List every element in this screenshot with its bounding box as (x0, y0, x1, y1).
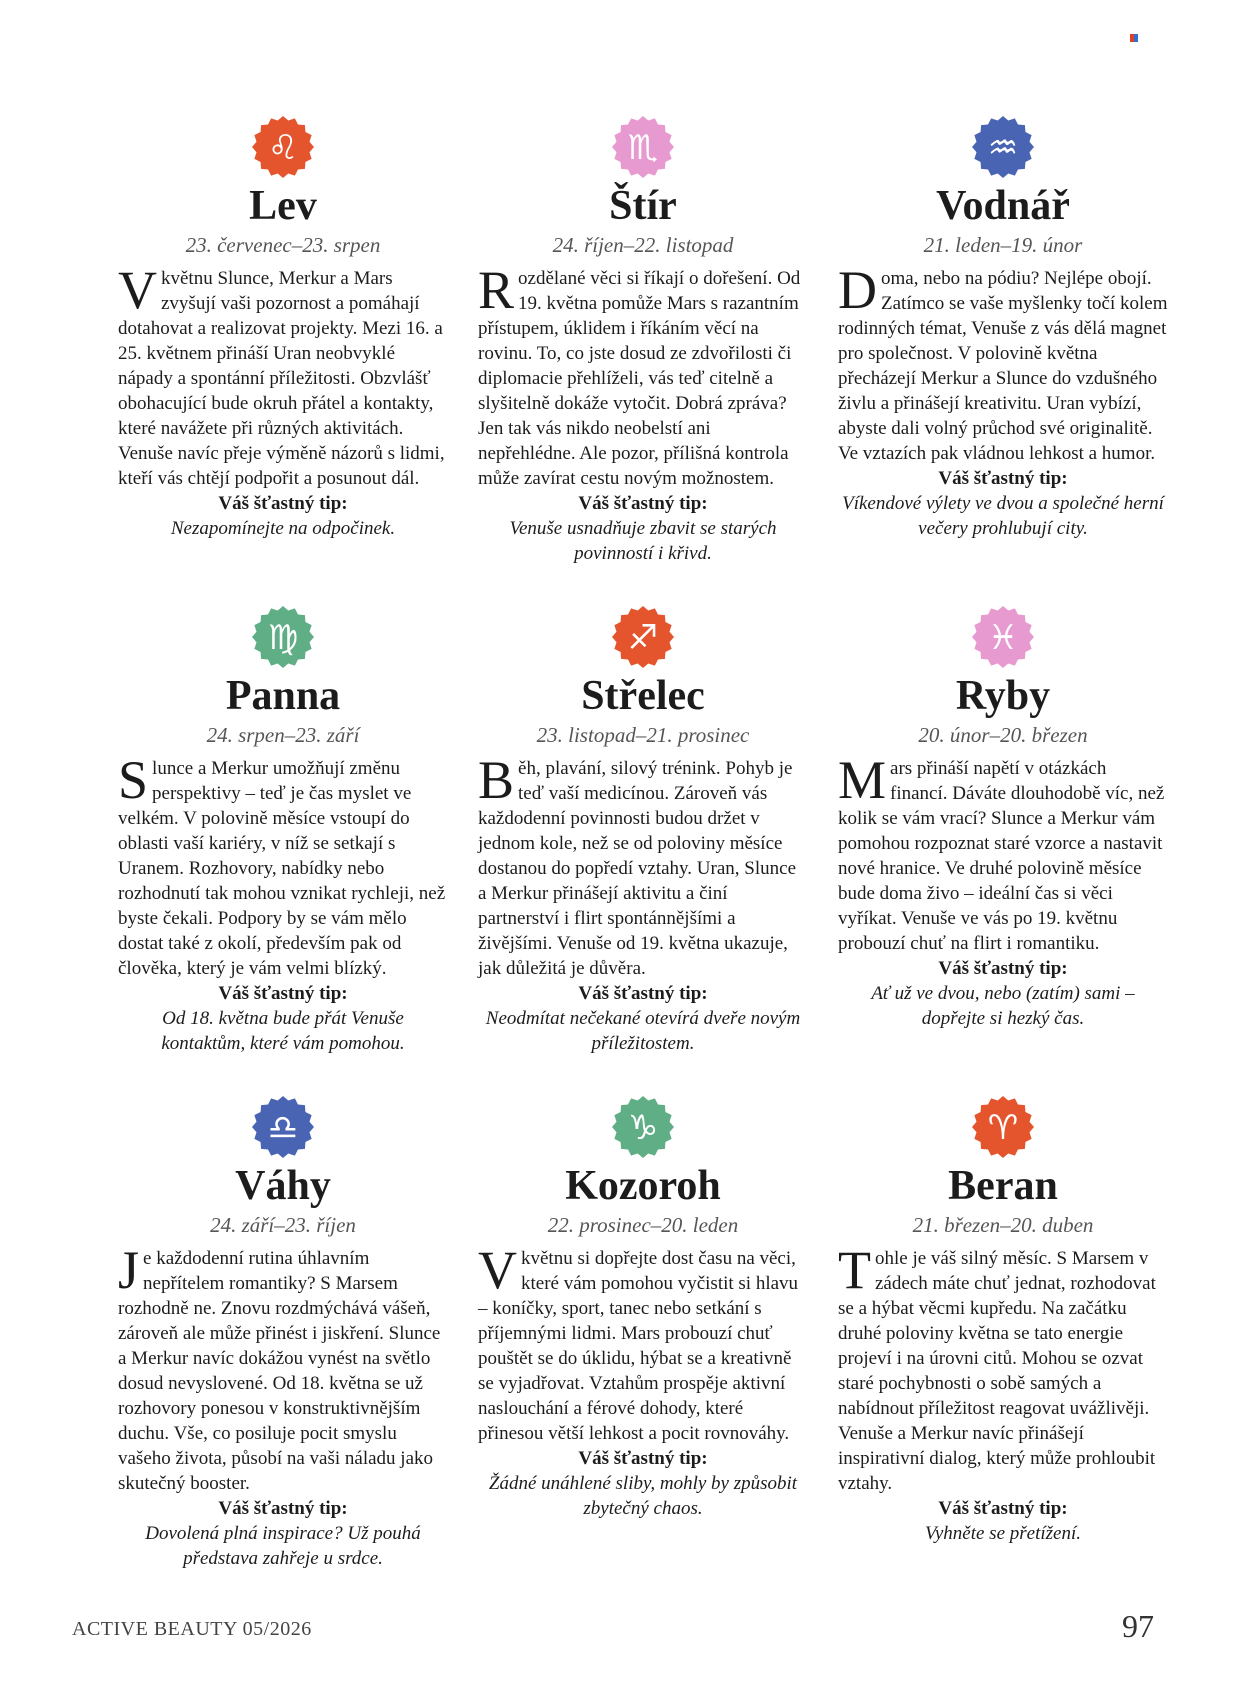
badge-glyph: ♐ (627, 618, 659, 658)
sign-dates: 24. říjen–22. listopad (552, 233, 734, 257)
drop-cap: D (838, 260, 877, 320)
sign-4 (478, 605, 808, 1095)
tip-text: Víkendové výlety ve dvou a společné herní večery prohlubují city. (842, 493, 1164, 539)
footer-magazine: ACTIVE BEAUTY 05/2026 (72, 1618, 312, 1640)
badge-glyph: ♈ (987, 1108, 1019, 1148)
badge-wrap (118, 115, 448, 179)
sign-name: Panna (225, 673, 341, 719)
sign-text (838, 750, 1168, 956)
sign-7 (478, 1095, 808, 1585)
tip-text: Nezapomínejte na odpočinek. (170, 518, 396, 539)
sign-name: Vodnář (936, 183, 1070, 229)
badge-wrap (478, 605, 808, 669)
badge-glyph: ♒ (987, 128, 1019, 168)
body-text: květnu si dopřejte dost času na věci, které vám pomohou vyčistit si hlavu – koníčky, sport, tanec nebo setkání s příjemnými lidmi. Mars probouzí chuť pouštět se do úklidu, hýbat se a kreativně se vyjadřovat. Vztahům prospěje aktivní naslouchání a férové dohody, které přinesou větší lehkost a pocit rovnováhy. (478, 1248, 799, 1444)
tip-text: Od 18. května bude přát Venuše kontaktům, které vám pomohou. (161, 1008, 405, 1054)
sign-0 (118, 115, 448, 605)
body-text: lunce a Merkur umožňují změnu perspektivy – teď je čas myslet ve velkém. V polovině měsíce vstoupí do oblasti vaší kariéry, v níž se setkají s Uranem. Rozhovory, nabídky nebo rozhodnutí tak mohou vznikat rychleji, než byste čekali. Podpory by se vám mělo dostat také z okolí, především pak od člověka, který je vám velmi blízký. (118, 758, 446, 979)
drop-cap: S (118, 750, 149, 810)
drop-cap: J (118, 1240, 140, 1300)
sign-name: Střelec (581, 673, 705, 719)
badge-wrap (118, 605, 448, 669)
sign-3 (118, 605, 448, 1095)
badge-wrap (838, 605, 1168, 669)
badge-glyph: ♎ (267, 1108, 299, 1148)
tip-heading: Váš šťastný tip: (218, 493, 348, 514)
tip-heading: Váš šťastný tip: (938, 958, 1068, 979)
sign-dates: 23. červenec–23. srpen (185, 233, 381, 257)
sign-8 (838, 1095, 1168, 1585)
tip-heading: Váš šťastný tip: (938, 1498, 1068, 1519)
badge-wrap (478, 1095, 808, 1159)
capricorn-icon (611, 1095, 675, 1159)
tip-heading: Váš šťastný tip: (218, 1498, 348, 1519)
page-number: 97 (1122, 1608, 1154, 1644)
sign-1 (478, 115, 808, 605)
sign-name: Štír (609, 183, 677, 229)
tip-heading: Váš šťastný tip: (938, 468, 1068, 489)
sign-dates: 20. únor–20. březen (918, 723, 1088, 747)
sign-dates: 24. září–23. říjen (210, 1213, 356, 1237)
tip-text: Neodmítat nečekané otevírá dveře novým příležitostem. (485, 1008, 801, 1054)
tip-text: Ať už ve dvou, nebo (zatím) sami – dopřejte si hezký čas. (871, 983, 1135, 1029)
body-text: ars přináší napětí v otázkách financí. Dáváte dlouhodobě víc, než kolik se vám vrací? Slunce a Merkur vám pomohou rozpoznat staré vzorce a nastavit nové hranice. Ve druhé polovině měsíce bude doma živo – ideální čas si věci vyříkat. Venuše ve vás po 19. květnu probouzí chuť na flirt i romantiku. (838, 758, 1165, 954)
body-text: ohle je váš silný měsíc. S Marsem v zádech máte chuť jednat, rozhodovat se a hýbat věcmi kupředu. Na začátku druhé poloviny května se tato energie projeví i na úrovni citů. Mohou se ozvat staré pochybnosti o sobě samých a nabídnout příležitost reagovat uvážlivěji. Venuše a Merkur navíc přinášejí inspirativní dialog, který může prohloubit vztahy. (838, 1248, 1156, 1494)
tip-heading: Váš šťastný tip: (578, 493, 708, 514)
tip-text: Vyhněte se přetížení. (924, 1523, 1081, 1544)
drop-cap: T (838, 1240, 871, 1300)
body-text: ěh, plavání, silový trénink. Pohyb je teď vaší medicínou. Zároveň vás každodenní povinnosti budou držet v jednom kole, než se od poloviny měsíce dostanou do popředí vztahy. Uran, Slunce a Merkur přinášejí aktivitu a činí partnerství i flirt spontánnějšími a živějšími. Venuše od 19. května ukazuje, jak důležitá je důvěra. (478, 758, 796, 979)
tip-heading: Váš šťastný tip: (218, 983, 348, 1004)
drop-cap: B (478, 750, 515, 810)
badge-wrap (838, 1095, 1168, 1159)
aquarius-icon (971, 115, 1035, 179)
sign-dates: 22. prosinec–20. leden (547, 1213, 739, 1237)
tip-text: Žádné unáhlené sliby, mohly by způsobit zbytečný chaos. (488, 1473, 798, 1519)
drop-cap: M (838, 750, 887, 810)
sign-name: Kozoroh (565, 1163, 721, 1209)
pisces-icon (971, 605, 1035, 669)
sign-2 (838, 115, 1168, 605)
badge-glyph: ♏ (627, 128, 659, 168)
sign-text (118, 260, 448, 491)
drop-cap: V (118, 260, 157, 320)
horoscope-grid (118, 115, 1168, 1585)
badge-glyph: ♍ (267, 618, 299, 658)
tip-text: Dovolená plná inspirace? Už pouhá představa zahřeje u srdce. (145, 1523, 421, 1569)
virgo-icon (251, 605, 315, 669)
sign-text (118, 1240, 448, 1496)
aries-icon (971, 1095, 1035, 1159)
drop-cap: R (478, 260, 515, 320)
body-text: ozdělané věci si říkají o dořešení. Od 19. května pomůže Mars s razantním přístupem, úklidem i říkáním věcí na rovinu. To, co jste dosud ze zdvořilosti či diplomacie přehlíželi, vás teď citelně a slyšitelně dokáže vytočit. Dobrá zpráva? Jen tak vás nikdo neobelstí ani nepřehlédne. Ale pozor, přílišná kontrola může zavírat cestu novým možnostem. (478, 268, 801, 489)
body-text: e každodenní rutina úhlavním nepřítelem romantiky? S Marsem rozhodně ne. Znovu rozdmýchává vášeň, zároveň ale může přinést i jiskření. Slunce a Merkur navíc dokážou vynést na světlo dosud nevyslovené. Od 18. května se už rozhovory ponesou v konstruktivnějším duchu. Vše, co posiluje pocit smyslu vašeho života, působí na vaši náladu jako skutečný booster. (118, 1248, 441, 1494)
sign-text (478, 750, 808, 981)
badge-wrap (478, 115, 808, 179)
body-text: oma, nebo na pódiu? Nejlépe obojí. Zatímco se vaše myšlenky točí kolem rodinných témat, Venuše z vás dělá magnet pro společnost. V polovině května přecházejí Merkur a Slunce do vzdušného živlu a přinášejí kreativitu. Uran vybízí, abyste dali volný průchod své originalitě. Ve vztazích pak vládnou lehkost a humor. (838, 268, 1168, 464)
sign-dates: 24. srpen–23. září (206, 723, 360, 747)
sign-text (838, 260, 1168, 466)
sign-5 (838, 605, 1168, 1095)
sign-name: Lev (249, 183, 317, 229)
badge-glyph: ♌ (267, 128, 299, 168)
sign-dates: 23. listopad–21. prosinec (536, 723, 750, 747)
sign-name: Ryby (955, 673, 1051, 719)
sign-text (478, 260, 808, 491)
drop-cap: V (478, 1240, 517, 1300)
body-text: květnu Slunce, Merkur a Mars zvyšují vaši pozornost a pomáhají dotahovat a realizovat projekty. Mezi 16. a 25. květnem přináší Uran neobvyklé nápady a spontánní příležitosti. Obzvlášť obohacující bude okruh přátel a kontakty, které navážete při různých aktivitách. Venuše navíc přeje výměně názorů s lidmi, kteří vás chtějí podpořit a posunout dál. (118, 268, 445, 489)
sign-name: Beran (948, 1163, 1058, 1209)
corner-color-mark (1130, 34, 1138, 42)
sagittarius-icon (611, 605, 675, 669)
sign-text (118, 750, 448, 981)
tip-heading: Váš šťastný tip: (578, 1448, 708, 1469)
badge-wrap (118, 1095, 448, 1159)
sign-6 (118, 1095, 448, 1585)
sign-dates: 21. leden–19. únor (923, 233, 1083, 257)
sign-dates: 21. březen–20. duben (912, 1213, 1094, 1237)
libra-icon (251, 1095, 315, 1159)
tip-heading: Váš šťastný tip: (578, 983, 708, 1004)
leo-icon (251, 115, 315, 179)
scorpio-icon (611, 115, 675, 179)
badge-glyph: ♑ (627, 1108, 659, 1148)
badge-glyph: ♓ (987, 618, 1019, 658)
sign-text (478, 1240, 808, 1446)
tip-text: Venuše usnadňuje zbavit se starých povinností i křivd. (509, 518, 777, 564)
sign-name: Váhy (235, 1163, 331, 1209)
sign-text (838, 1240, 1168, 1496)
badge-wrap (838, 115, 1168, 179)
